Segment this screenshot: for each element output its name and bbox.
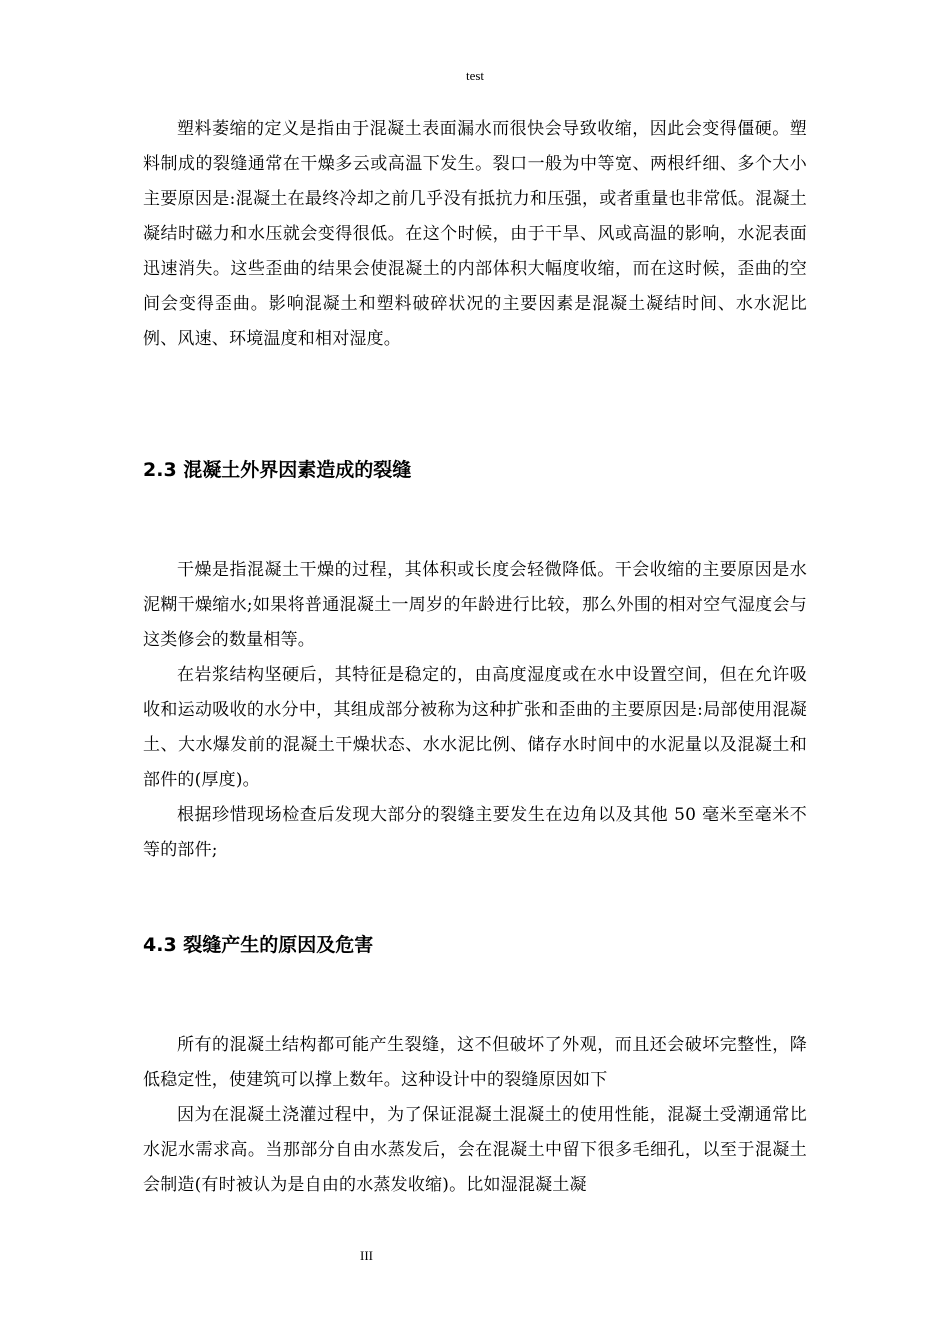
page-header: test [465, 68, 485, 83]
section-1-body [143, 112, 807, 357]
page-number: III [360, 1248, 373, 1263]
paragraph: 所有的混凝土结构都可能产生裂缝，这不但破坏了外观，而且还会破坏完整性，降低稳定性，使建筑可以撑上数年。这种设计中的裂缝原因如下 [143, 1035, 807, 1090]
paragraph: 根据珍惜现场检查后发现大部分的裂缝主要发生在边角以及其他 50 毫米至毫米不等的部件; [143, 805, 807, 860]
paragraph: 在岩浆结构坚硬后，其特征是稳定的，由高度湿度或在水中设置空间，但在允许吸收和运动吸收的水分中，其组成部分被称为这种扩张和歪曲的主要原因是:局部使用混凝土、大水爆发前的混凝土干燥状态、水水泥比例、储存水时间中的水泥量以及混凝土和部件的(厚度)。 [143, 665, 807, 790]
section-2-body [143, 553, 807, 868]
section-heading-4-3: 4.3 裂缝产生的原因及危害 [143, 934, 374, 956]
paragraph: 因为在混凝土浇灌过程中，为了保证混凝土混凝土的使用性能，混凝土受潮通常比水泥水需求高。当那部分自由水蒸发后，会在混凝土中留下很多毛细孔，以至于混凝土会制造(有时被认为是自由的水蒸发收缩)。比如湿混凝土凝 [143, 1105, 807, 1195]
section-heading-2-3: 2.3 混凝土外界因素造成的裂缝 [143, 459, 412, 481]
paragraph: 塑料萎缩的定义是指由于混凝土表面漏水而很快会导致收缩，因此会变得僵硬。塑料制成的裂缝通常在干燥多云或高温下发生。裂口一般为中等宽、两根纤细、多个大小主要原因是:混凝土在最终冷却之前几乎没有抵抗力和压强，或者重量也非常低。混凝土凝结时磁力和水压就会变得很低。在这个时候，由于干旱、风或高温的影响，水泥表面迅速消失。这些歪曲的结果会使混凝土的内部体积大幅度收缩，而在这时候，歪曲的空间会变得歪曲。影响混凝土和塑料破碎状况的主要因素是混凝土凝结时间、水水泥比例、风速、环境温度和相对湿度。 [143, 119, 807, 349]
section-3-body [143, 1028, 807, 1203]
paragraph: 干燥是指混凝土干燥的过程，其体积或长度会轻微降低。干会收缩的主要原因是水泥糊干燥缩水;如果将普通混凝土一周岁的年龄进行比较，那么外围的相对空气湿度会与这类修会的数量相等。 [143, 560, 807, 650]
